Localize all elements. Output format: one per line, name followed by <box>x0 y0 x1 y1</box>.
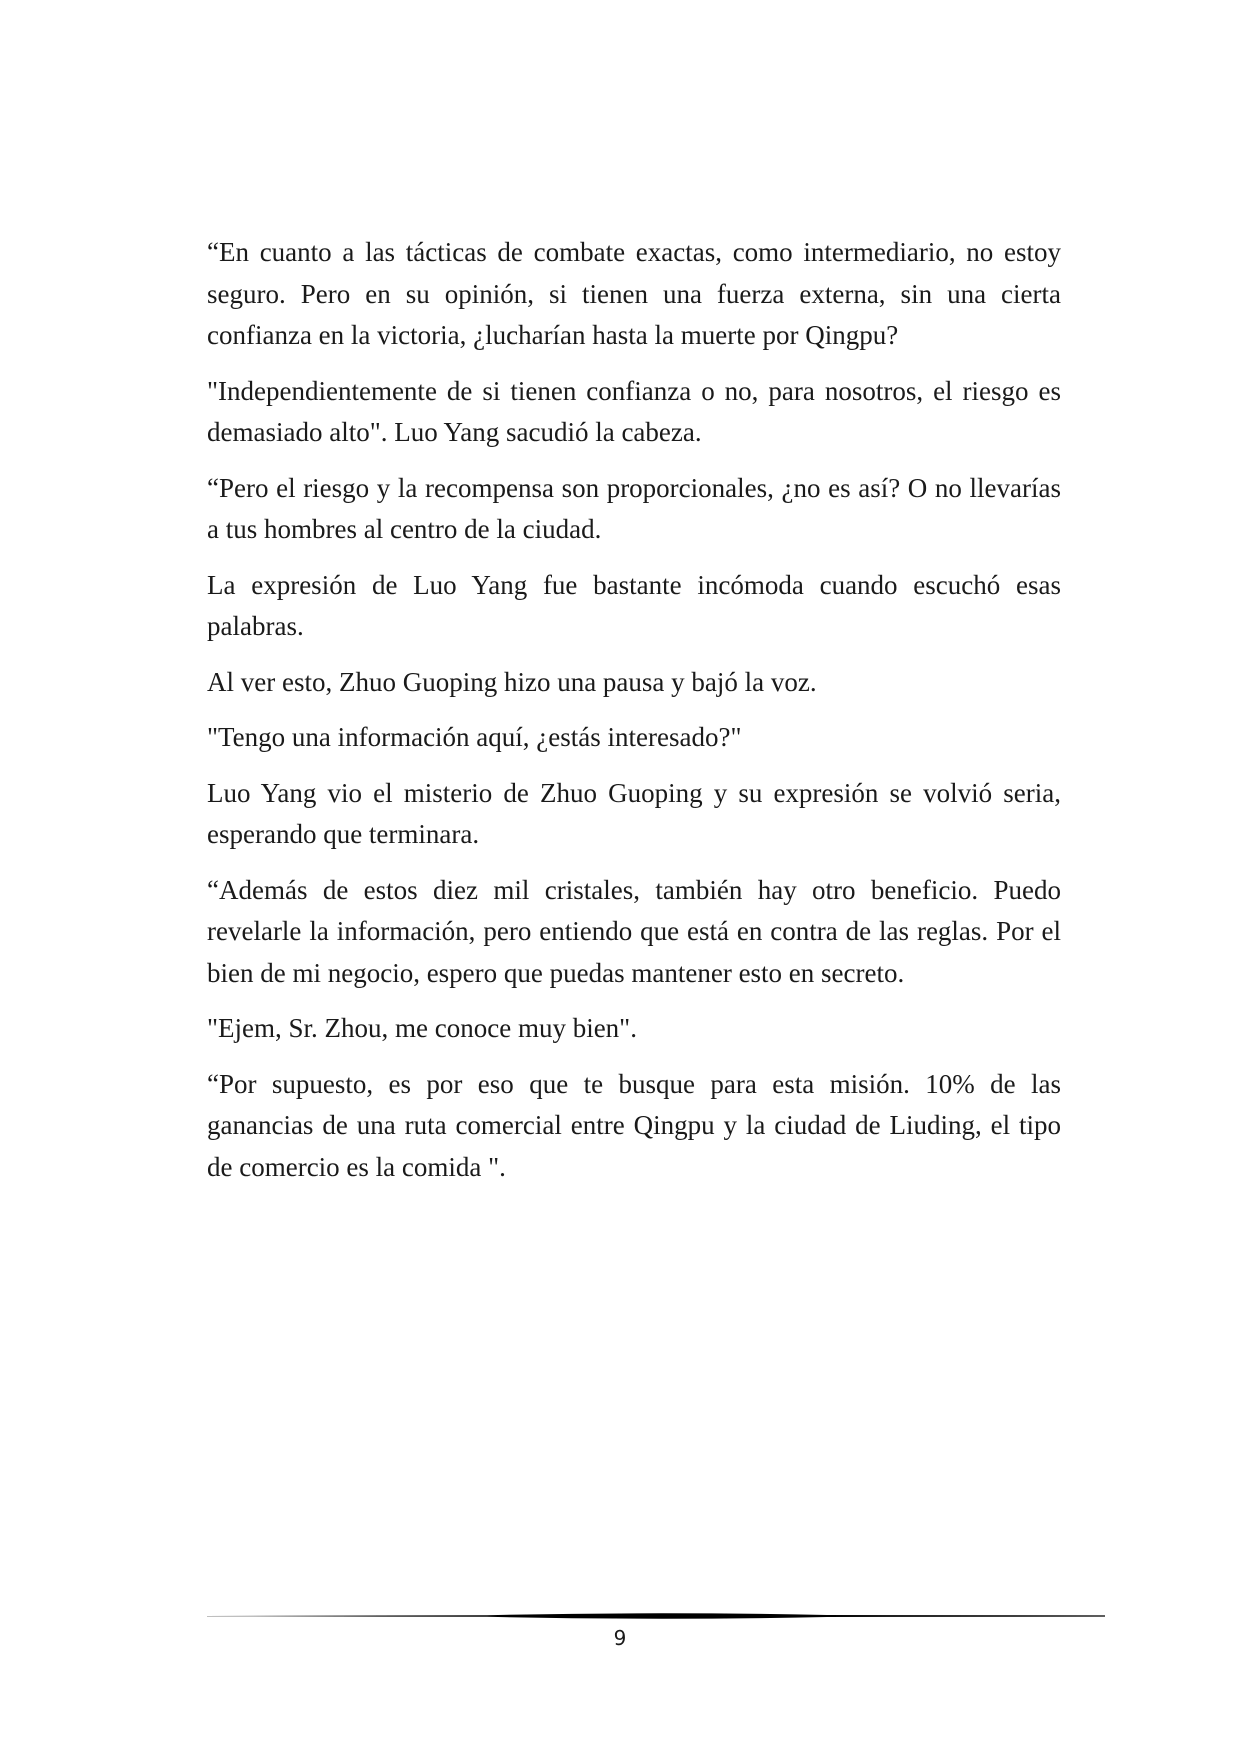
paragraph: “En cuanto a las tácticas de combate exactas, como intermediario, no estoy seguro. Pero en su opinión, si tienen una fuerza externa, sin una cierta confianza en la victoria, ¿lucharían hasta la muerte por Qingpu? <box>207 237 1061 350</box>
footer-divider-swash <box>207 1613 1105 1618</box>
paragraph: "Tengo una información aquí, ¿estás interesado?" <box>207 722 742 752</box>
paragraph: "Independientemente de si tienen confianza o no, para nosotros, el riesgo es demasiado alto". Luo Yang sacudió la cabeza. <box>207 375 1061 447</box>
paragraph: “Además de estos diez mil cristales, también hay otro beneficio. Puedo revelarle la información, pero entiendo que está en contra de las reglas. Por el bien de mi negocio, espero que puedas mantener esto en secreto. <box>207 874 1061 988</box>
page-number: 9 <box>613 1626 627 1650</box>
footer-divider <box>207 1610 1105 1622</box>
paragraph: “Por supuesto, es por eso que te busque para esta misión. 10% de las ganancias de una ruta comercial entre Qingpu y la ciudad de Liuding, el tipo de comercio es la comida ". <box>207 1068 1061 1182</box>
paragraph: "Ejem, Sr. Zhou, me conoce muy bien". <box>207 1013 637 1043</box>
paragraph: “Pero el riesgo y la recompensa son proporcionales, ¿no es así? O no llevarías a tus hombres al centro de la ciudad. <box>207 472 1061 544</box>
paragraph: Luo Yang vio el misterio de Zhuo Guoping y su expresión se volvió seria, esperando que terminara. <box>207 777 1061 849</box>
body-text <box>207 232 1061 1202</box>
paragraph: Al ver esto, Zhuo Guoping hizo una pausa y bajó la voz. <box>207 666 817 697</box>
paragraph: La expresión de Luo Yang fue bastante incómoda cuando escuchó esas palabras. <box>207 569 1061 641</box>
